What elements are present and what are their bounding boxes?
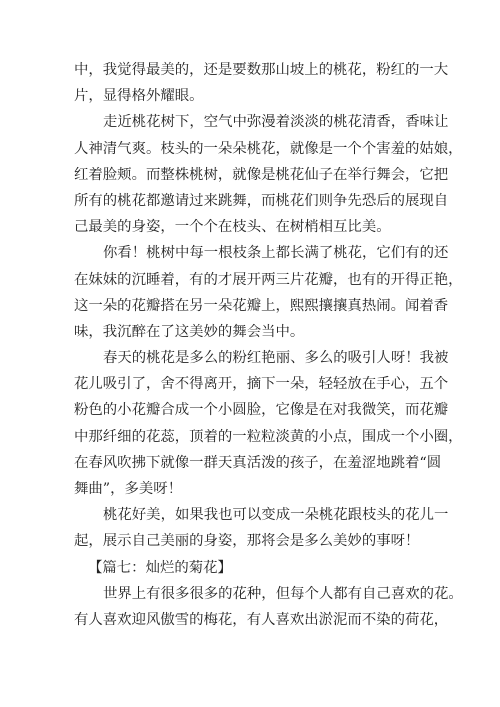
text-line: 有人喜欢迎风傲雪的梅花，有人喜欢出淤泥而不染的荷花，: [74, 611, 449, 628]
text-line: 己最美的身姿，一个个在枝头、在树梢相互比美。: [74, 219, 391, 236]
text-line: 在春风吹拂下就像一群天真活泼的孩子，在羞涩地跳着“圆: [74, 454, 442, 471]
section-title: 【篇七：灿烂的菊花】: [88, 559, 232, 576]
text-line: 片，显得格外耀眼。: [74, 88, 204, 105]
text-line: 舞曲”，多美呀！: [74, 481, 183, 497]
text-line: 花儿吸引了，舍不得离开，摘下一朵，轻轻放在手心，五个: [74, 376, 449, 393]
paragraph-start-line: 你看！桃树中每一根枝条上都长满了桃花，它们有的还: [103, 245, 449, 262]
text-line: 红着脸颊。而整株桃树，就像是桃花仙子在举行舞会，它把: [74, 166, 449, 183]
paragraph-start-line: 春天的桃花是多么的粉红艳丽、多么的吸引人呀！我被: [103, 350, 449, 367]
text-line: 中那纤细的花蕊，顶着的一粒粒淡黄的小点，围成一个小圈，: [74, 428, 463, 445]
text-line: 粉色的小花瓣合成一个小圆脸，它像是在对我微笑，而花瓣: [74, 402, 449, 419]
text-line: 所有的桃花都邀请过来跳舞，而桃花们则争先恐后的展现自: [74, 192, 449, 209]
paragraph-start-line: 走近桃花树下，空气中弥漫着淡淡的桃花清香，香味让: [103, 114, 449, 131]
text-line: 在妹妹的沉睡着，有的才展开两三片花瓣，也有的开得正艳，: [74, 271, 463, 288]
text-line: 中，我觉得最美的，还是要数那山坡上的桃花，粉红的一大: [74, 62, 449, 78]
text-line: 人神清气爽。枝头的一朵朵桃花，就像是一个个害羞的姑娘，: [74, 140, 463, 157]
document-body: [74, 57, 463, 633]
text-line: 这一朵的花瓣搭在另一朵花瓣上，熙熙攘攘真热闹。闻着香: [74, 297, 449, 314]
paragraph-start-line: 桃花好美，如果我也可以变成一朵桃花跟枝头的花儿一: [103, 507, 449, 524]
paragraph-start-line: 世界上有很多很多的花种，但每个人都有自己喜欢的花。: [103, 585, 463, 602]
text-line: 味，我沉醉在了这美妙的舞会当中。: [74, 323, 305, 340]
text-line: 起，展示自己美丽的身姿，那将会是多么美妙的事呀！: [74, 533, 420, 550]
